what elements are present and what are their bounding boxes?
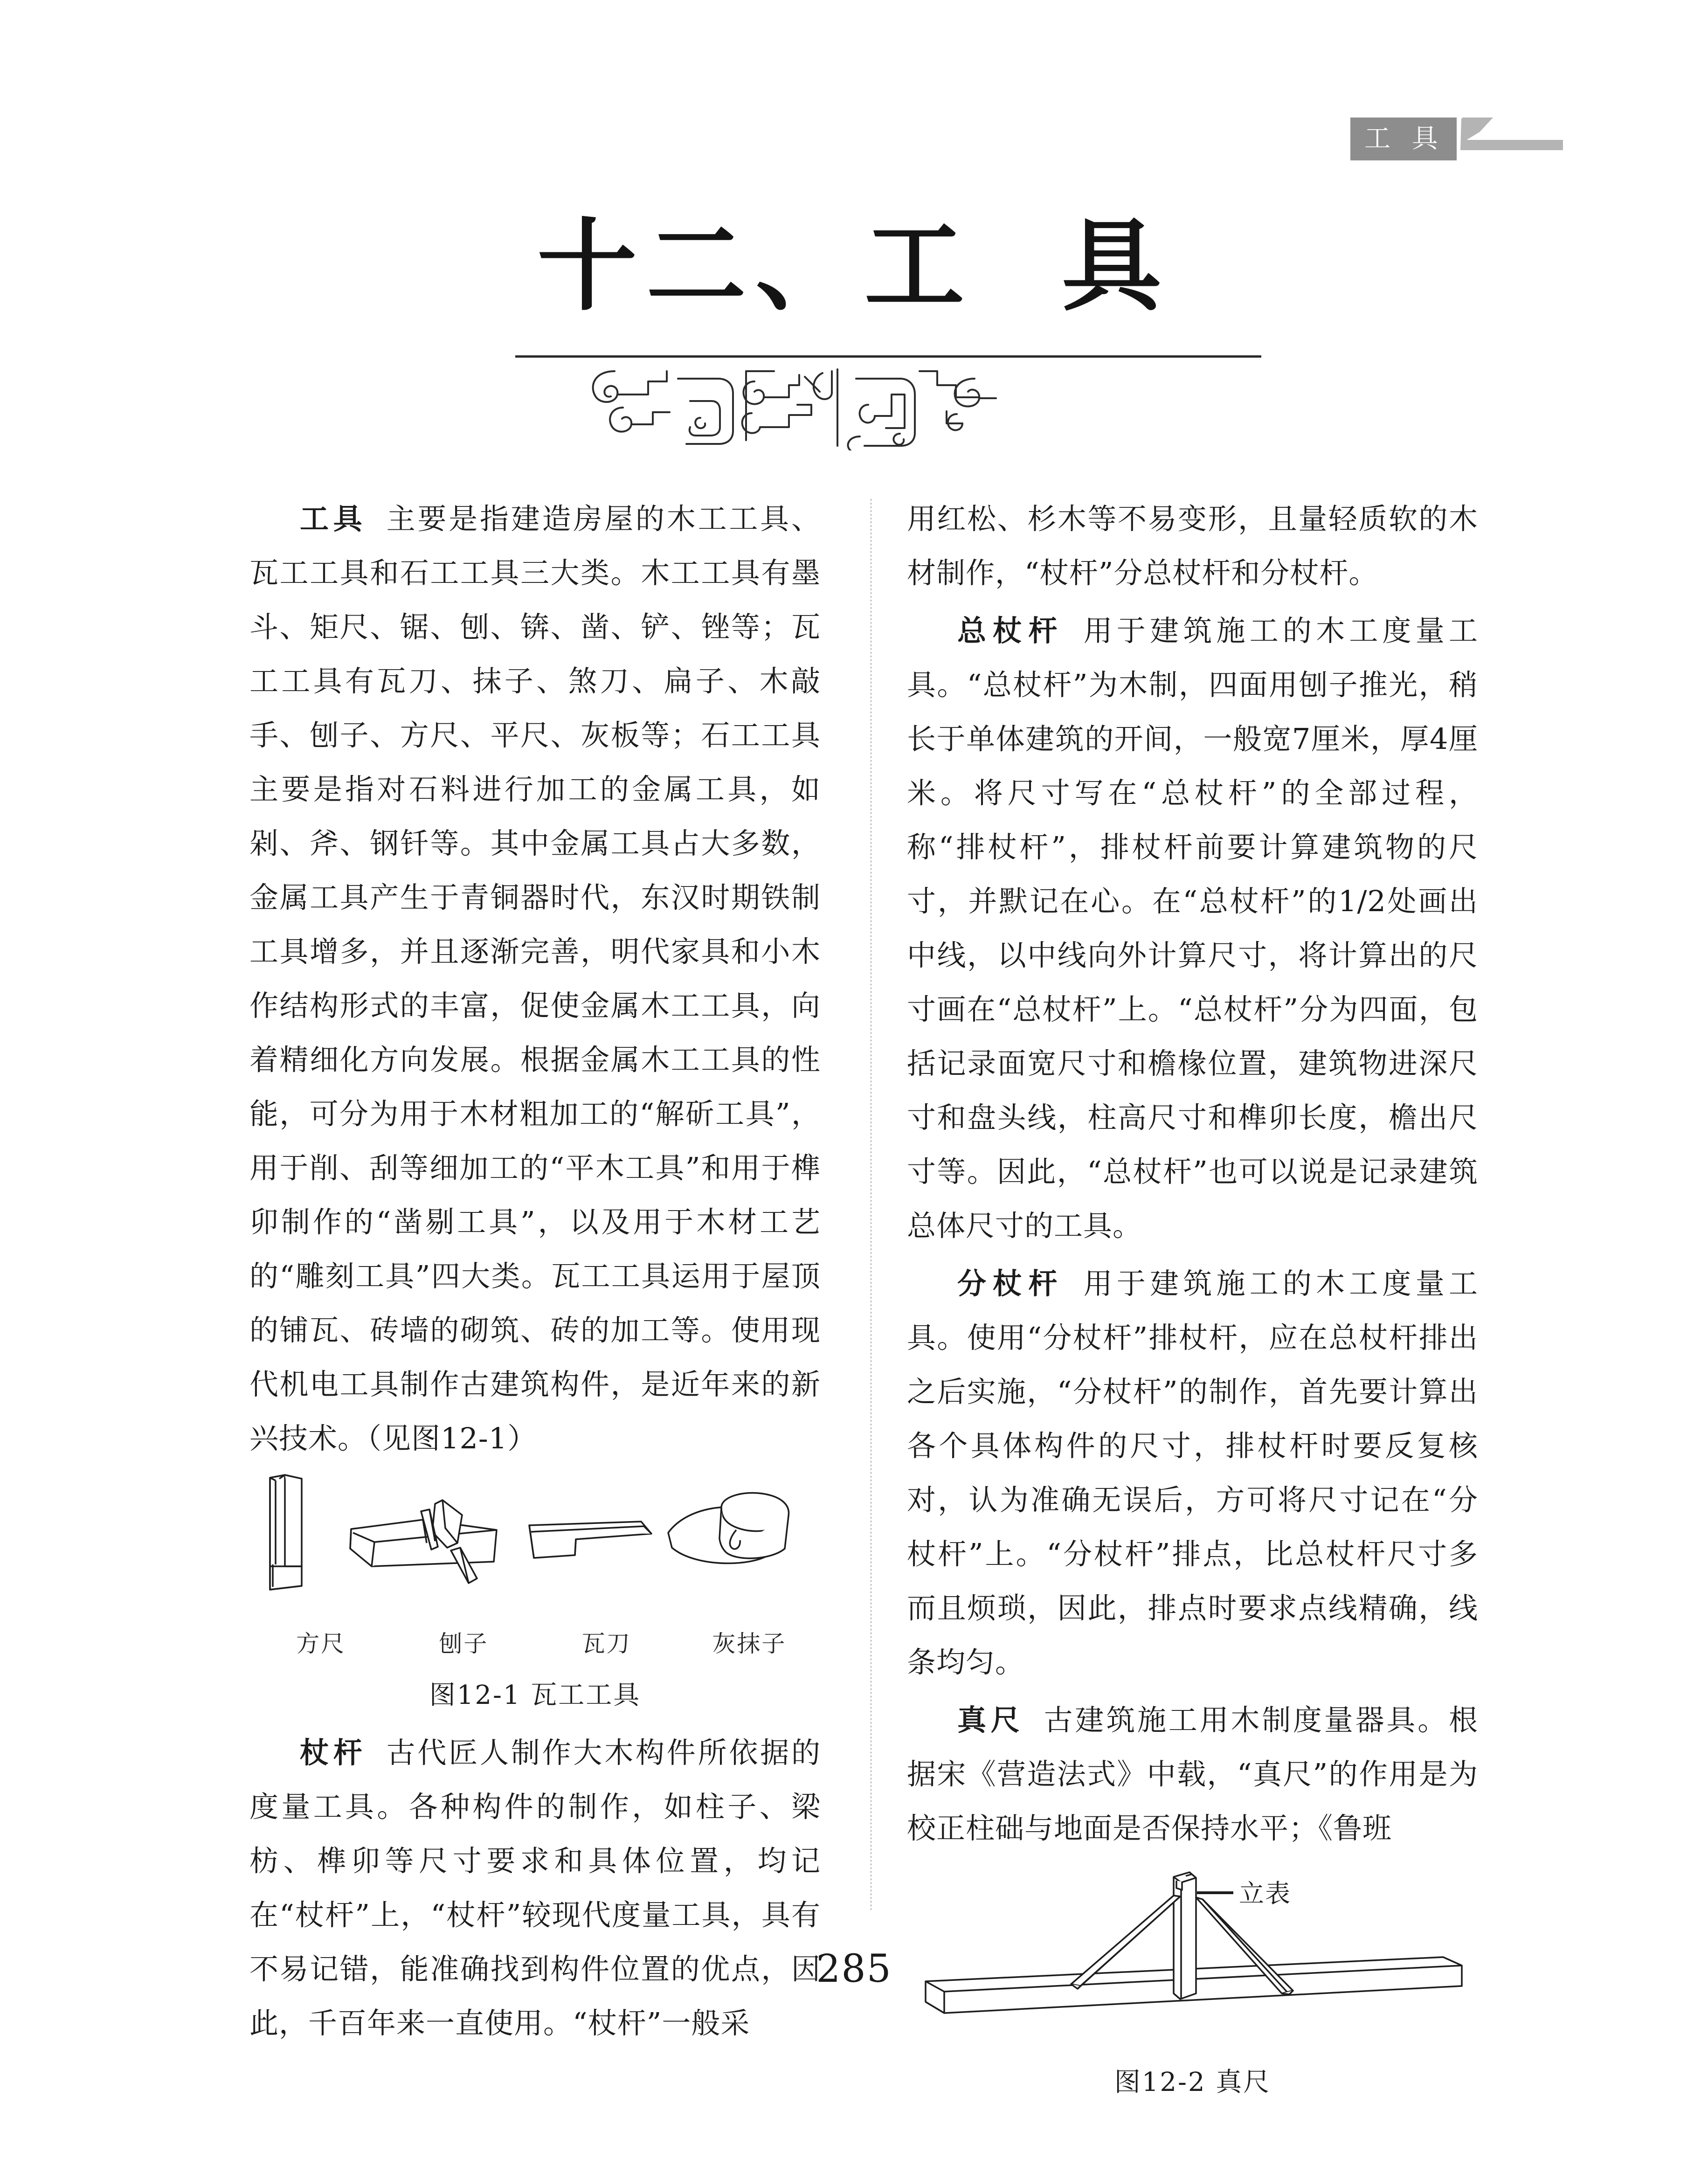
paragraph-gongju-text: 主要是指建造房屋的木工工具、瓦工工具和石工工具三大类。木工工具有墨斗、矩尺、锯、刨、锛、凿、铲、锉等；瓦工工具有瓦刀、抹子、煞刀、扁子、木敲手、刨子、方尺、平尺、灰板等；石工工具主要是指对石料进行加工的金属工具，如剁、斧、钢钎等。其中金属工具占大多数，金属工具产生于青铜器时代，东汉时期铁制工具增多，并且逐渐完善，明代家具和小木作结构形式的丰富，促使金属木工工具，向着精细化方向发展。根据金属木工工具的性能，可分为用于木材粗加工的“解斫工具”，用于削、刮等细加工的“平木工具”和用于榫卯制作的“凿剔工具”，以及用于木材工艺的“雕刻工具”四大类。瓦工工具运用于屋顶的铺瓦、砖墙的砌筑、砖的加工等。使用现代机电工具制作古建筑构件，是近年来的新兴技术。（见图12-1） <box>249 502 821 1455</box>
paragraph-zongzhanggan-text: 用于建筑施工的木工度量工具。“总杖杆”为木制，四面用刨子推光，稍长于单体建筑的开间，一般宽7厘米，厚4厘米。将尺寸写在“总杖杆”的全部过程，称“排杖杆”，排杖杆前要计算建筑物的尺寸，并默记在心。在“总杖杆”的1/2处画出中线，以中线向外计算尺寸，将计算出的尺寸画在“总杖杆”上。“总杖杆”分为四面，包括记录面宽尺寸和檐椽位置，建筑物进深尺寸和盘头线，柱高尺寸和榫卯长度，檐出尺寸等。因此，“总杖杆”也可以说是记录建筑总体尺寸的工具。 <box>907 614 1478 1243</box>
paragraph-fenzhanggan-text: 用于建筑施工的木工度量工具。使用“分杖杆”排杖杆，应在总杖杆排出之后实施，“分杖杆”的制作，首先要计算出各个具体构件的尺寸，排杖杆时要反复核对，认为准确无误后，方可将尺寸记在“分杖杆”上。“分杖杆”排点，比总杖杆尺寸多而且烦琐，因此，排点时要求点线精确，线条均匀。 <box>907 1266 1478 1679</box>
term-gongju: 工具 <box>300 502 367 536</box>
figure-12-1-artwork <box>249 1473 821 1622</box>
paragraph-zhanggan-cont: 用红松、杉木等不易变形，且量轻质软的木材制作，“杖杆”分总杖杆和分杖杆。 <box>907 502 1478 590</box>
figure-label-baozi: 刨子 <box>439 1630 489 1657</box>
figure-label-huimozi: 灰抹子 <box>712 1630 787 1657</box>
paragraph-zhanggan <box>249 1726 821 2050</box>
right-column <box>907 492 1478 2099</box>
figure-12-1-labels <box>249 1625 821 1659</box>
paragraph-fenzhanggan <box>907 1257 1478 1689</box>
chapter-title: 十二、工 具 <box>537 208 1171 325</box>
running-header-tab <box>1350 118 1563 160</box>
term-zongzhanggan: 总杖杆 <box>957 614 1064 648</box>
paragraph-zhenchi-text: 古建筑施工用木制度量器具。根据宋《营造法式》中载，“真尺”的作用是为校正柱础与地面是否保持水平；《鲁班 <box>907 1703 1478 1845</box>
figure-12-1 <box>249 1473 821 1712</box>
figure-12-1-caption: 图12-1 瓦工工具 <box>429 1680 641 1710</box>
figure-12-2-callout-text: 立表 <box>1239 1879 1291 1908</box>
paragraph-zhenchi <box>907 1693 1478 1855</box>
header-corner-mark-icon <box>1460 118 1563 160</box>
term-zhanggan: 杖杆 <box>300 1736 367 1770</box>
paragraph-zhanggan-text: 古代匠人制作大木构件所依据的度量工具。各种构件的制作，如柱子、梁枋、榫卯等尺寸要求和具体位置，均记在“杖杆”上，“杖杆”较现代度量工具，具有不易记错，能准确找到构件位置的优点，因此，千百年来一直使用。“杖杆”一般采 <box>249 1736 821 2040</box>
chinese-fret-ornament-icon <box>578 353 1063 450</box>
column-divider <box>870 499 872 1912</box>
left-column <box>249 492 821 2050</box>
term-zhenchi: 真尺 <box>957 1703 1024 1737</box>
page-number: 285 <box>816 1947 892 1991</box>
figure-12-2-caption: 图12-2 真尺 <box>1114 2067 1271 2097</box>
figure-label-wadao: 瓦刀 <box>581 1630 631 1657</box>
paragraph-zongzhanggan <box>907 604 1478 1253</box>
paragraph-gongju <box>249 492 821 1466</box>
term-fenzhanggan: 分杖杆 <box>957 1266 1064 1301</box>
figure-label-fangchi: 方尺 <box>296 1630 346 1657</box>
running-header-label: 工 具 <box>1350 118 1457 160</box>
